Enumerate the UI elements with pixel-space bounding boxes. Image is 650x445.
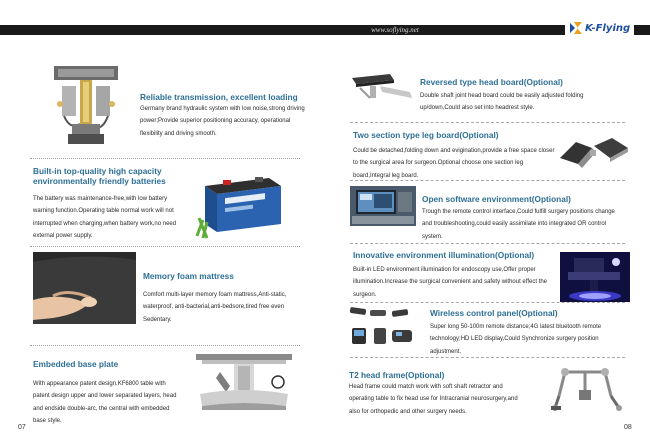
battery-title-line2: environmentally friendly batteries	[33, 176, 166, 186]
memory-foam-image	[33, 252, 136, 324]
website-url[interactable]: www.soflying.net	[371, 26, 419, 34]
brand-logo	[565, 17, 634, 39]
battery-title-line1: Built-in top-quality high capacity	[33, 166, 162, 176]
software-title: Open software environment(Optional)	[422, 194, 571, 204]
head-board-image	[350, 70, 415, 104]
page-number-right: 08	[624, 424, 632, 431]
illumination-title: Innovative environment illumination(Optional)	[353, 250, 535, 260]
brand-logo-icon	[569, 21, 583, 35]
wireless-remote-image	[348, 306, 420, 348]
base-text: With appearance patent design,KF6800 table with patent design upper and lower separated layers, head and endside double-arc, the central with embedded base style.	[33, 381, 177, 424]
head-frame-image	[545, 362, 630, 418]
head-board-text: Double shaft joint head board could be easily adjusted folding up/down,Could also set into headrest style.	[420, 93, 584, 112]
page-number-left: 07	[18, 424, 26, 431]
transmission-title: Reliable transmission, excellent loading	[140, 92, 298, 102]
section-divider	[30, 345, 300, 346]
section-divider	[30, 246, 300, 247]
head-board-title: Reversed type head board(Optional)	[420, 77, 563, 87]
base-plate-image	[190, 350, 298, 412]
section-divider	[30, 158, 300, 159]
transmission-text: Germany brand hydraulic system with low noise,strong driving power;Provide superior positioning accuracy, operational flexibility and driving smooth.	[140, 106, 305, 137]
wireless-title: Wireless control panel(Optional)	[430, 308, 558, 318]
illumination-text: Built-in LED environment illumination for endoscopy use,Offer proper illumination.Increase the surgical convenient and safety without effect the surgeon.	[353, 267, 548, 298]
foam-text: Comfort multi-layer memory foam mattress,Anti-static, waterproof, anti-bacterial,anti-bedsore,tired free even Sedentary.	[143, 292, 287, 323]
section-divider	[350, 243, 625, 244]
leg-board-title: Two section type leg board(Optional)	[353, 130, 499, 140]
brand-name: K-Flying	[585, 22, 631, 34]
section-divider	[350, 357, 625, 358]
section-divider	[350, 180, 625, 181]
battery-text: The battery was maintenance-free,with low battery warning function.Operating table normal work will not interrupted when charging,when battery work,no need external power supply.	[33, 196, 177, 239]
software-text: Trough the remote control interface,Could fulfill surgery positions change and troubleshooting,could easily assimilate into integrated OR control system.	[422, 209, 615, 240]
software-image	[350, 186, 416, 226]
illumination-image	[560, 252, 630, 302]
section-divider	[350, 122, 625, 123]
leg-board-text: Could be detached,folding down and evigination,provide a free space closer to the surgical area for surgeon.Optional choose one section leg board,Integral leg board.	[353, 148, 555, 179]
leg-board-image	[558, 132, 630, 176]
header-bar	[0, 22, 650, 35]
base-title: Embedded base plate	[33, 359, 119, 369]
section-divider	[350, 302, 625, 303]
hydraulic-system-image	[50, 64, 122, 148]
wireless-text: Super long 50-100m remote distance;4G latest bluetooth remote technology;HD LED display,Could Synchronize surgery position adjustment.	[430, 324, 602, 355]
foam-title: Memory foam mattress	[143, 271, 234, 281]
head-frame-text: Head frame could match work with soft shaft retractor and operating table to fix head use for Intracranial neurosurgery,and also for orthopedic and other surgery needs.	[349, 384, 518, 415]
battery-image	[193, 172, 285, 242]
head-frame-title: T2 head frame(Optional)	[349, 370, 445, 380]
